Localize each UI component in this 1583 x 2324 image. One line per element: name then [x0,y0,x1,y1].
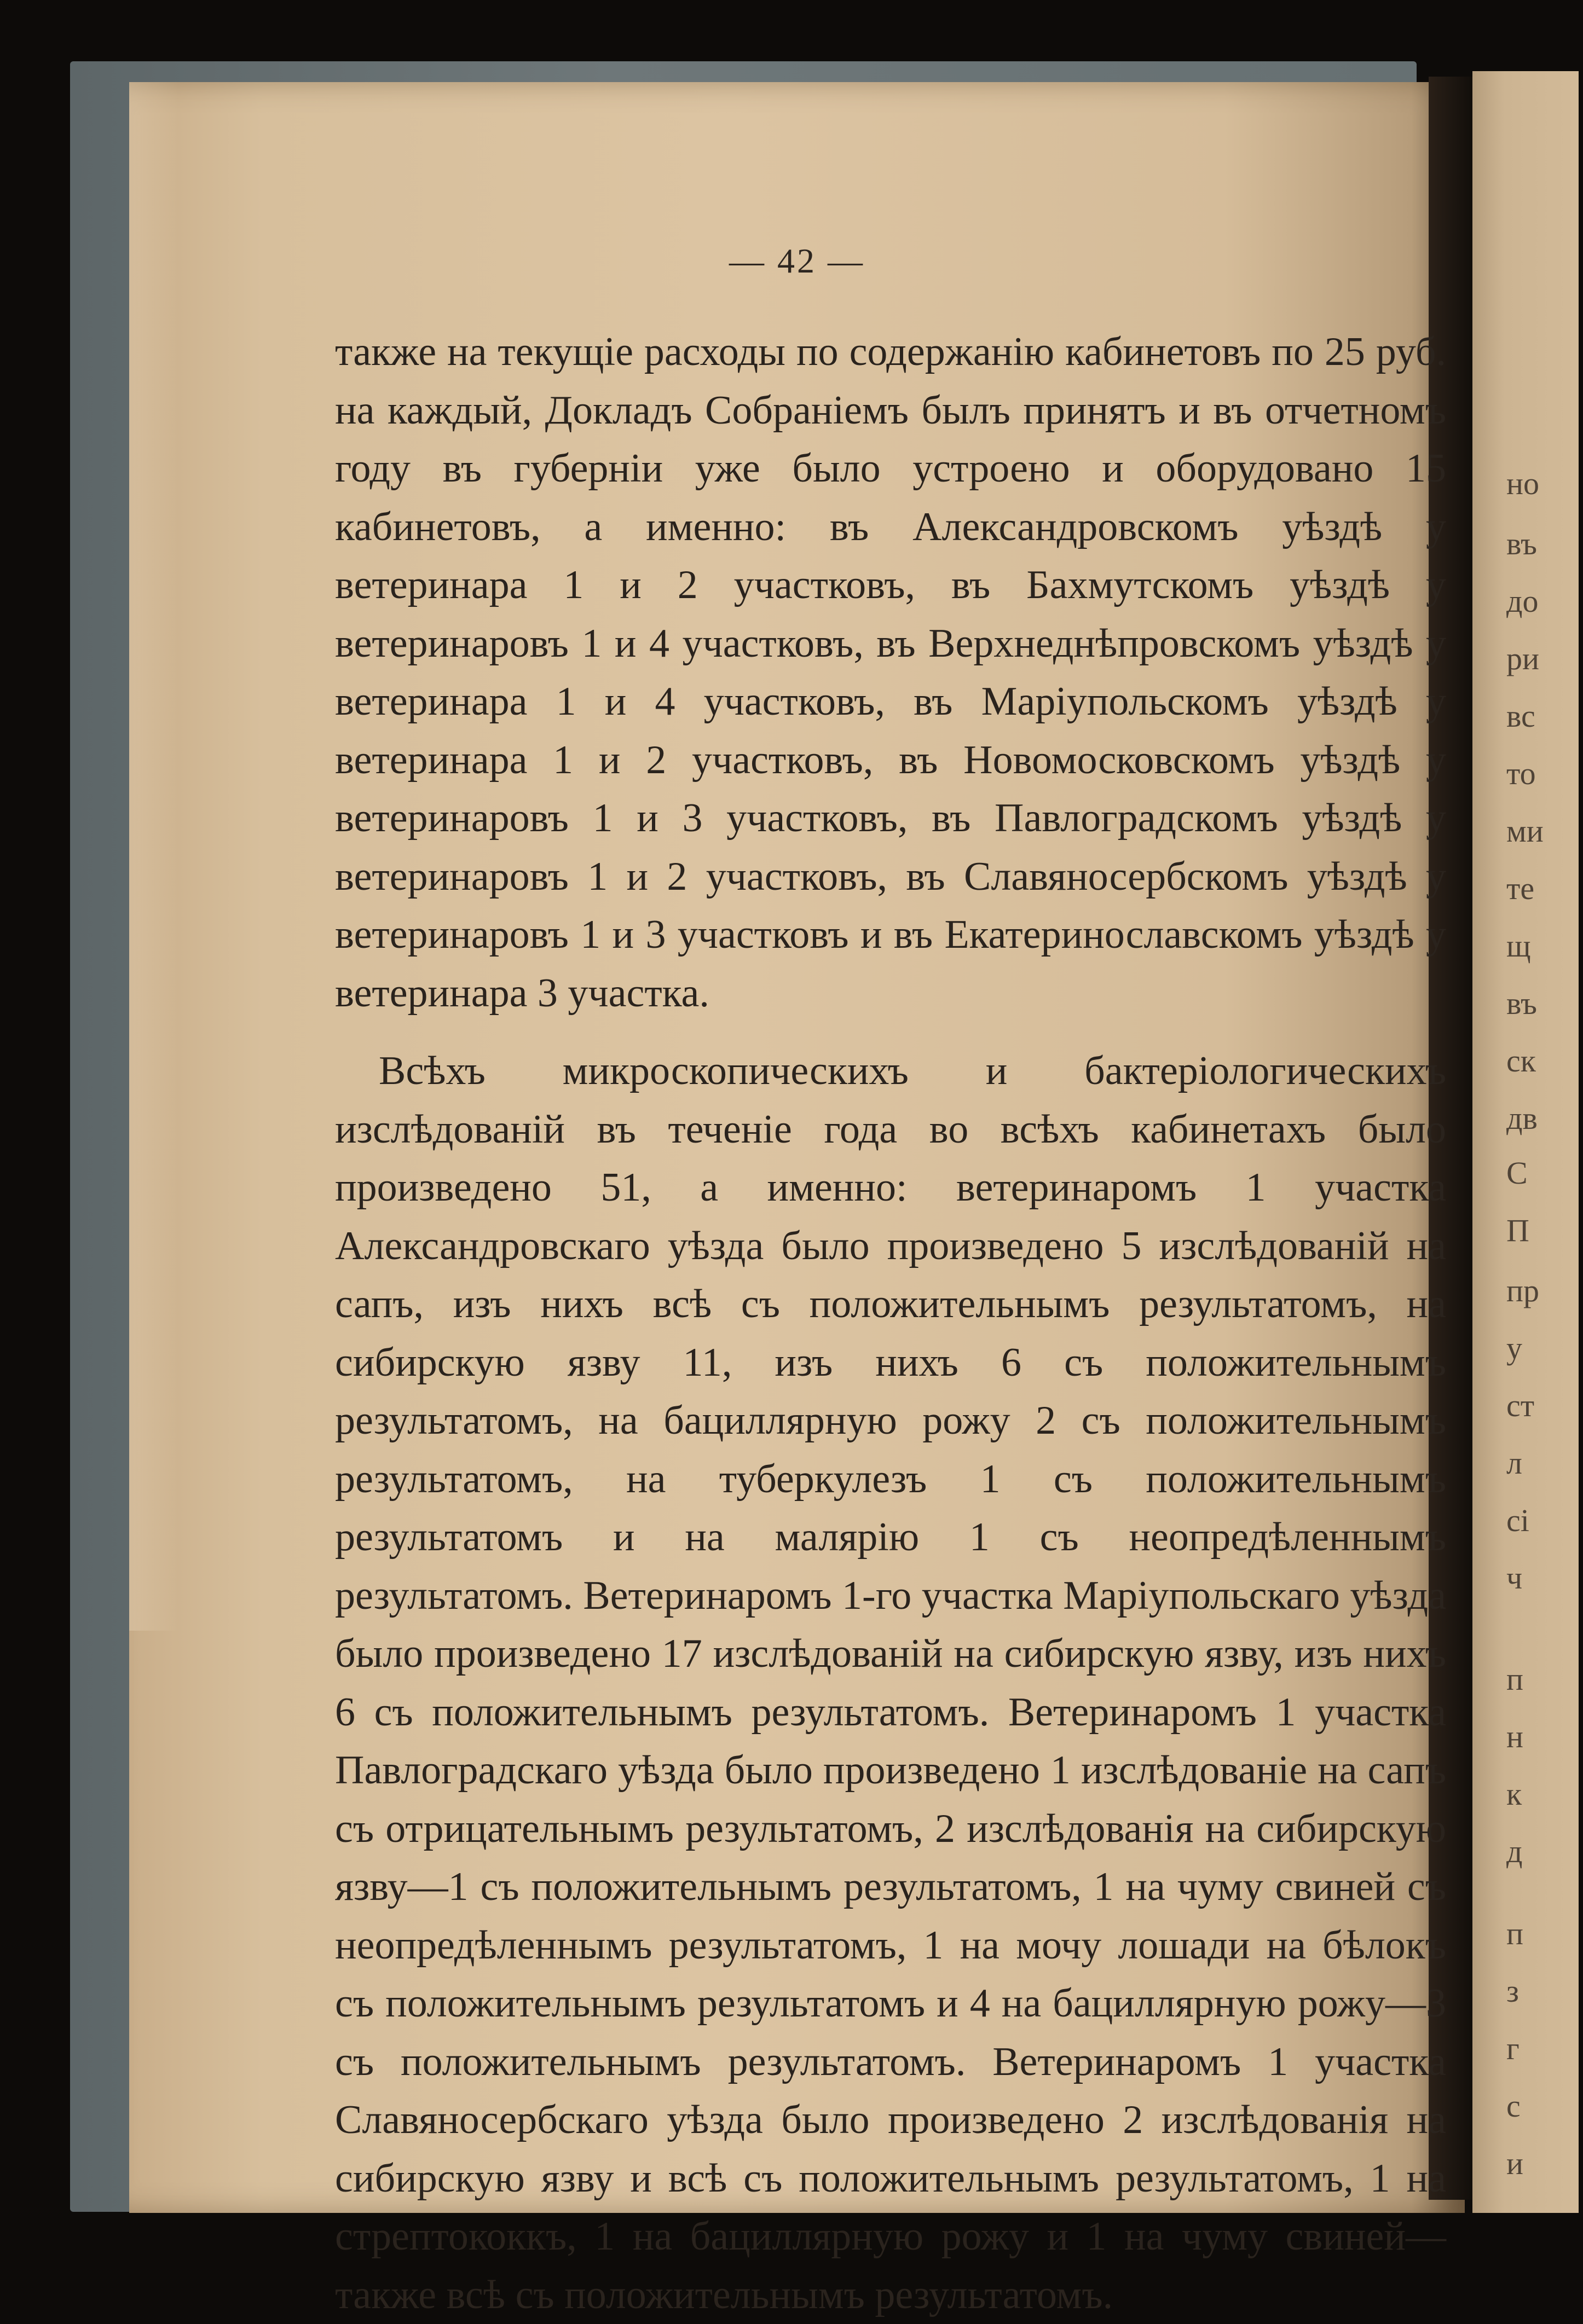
next-page-fragment: ри [1506,641,1540,676]
next-page-fragment: то [1506,756,1536,791]
page-number: — 42 — [729,241,865,280]
next-page-fragment: п [1506,1916,1524,1951]
page-body-text [335,323,1446,2324]
next-page-fragment: ч [1506,1560,1523,1596]
next-page-fragment: П [1506,1213,1529,1248]
next-page-fragment: щ [1506,928,1531,964]
next-page-fragment: и [1506,2146,1524,2181]
next-page-fragment: ми [1506,813,1544,849]
next-page-fragment: д [1506,1834,1523,1869]
next-page-fragment: С [1506,1155,1528,1191]
next-page-fragment: сі [1506,1503,1529,1538]
next-page-fragment: но [1506,466,1540,501]
paragraph-2: Всѣхъ микроскопическихъ и бактеріологическихъ изслѣдованій въ теченіе года во всѣхъ кабинетахъ было произведено 51, а именно: ветеринаромъ 1 участка Александровскаго уѣзда было произведено 5 изслѣдованій на сапъ, изъ нихъ всѣ съ положительнымъ результатомъ, на сибирскую язву 11, изъ нихъ 6 съ положительнымъ результатомъ, на бациллярную рожу 2 съ положительнымъ результатомъ, на туберкулезъ 1 съ положительнымъ результатомъ и на малярію 1 съ неопредѣленнымъ результатомъ. Ветеринаромъ 1-го участка Маріупольскаго уѣзда было произведено 17 изслѣдованій на сибирскую язву, изъ нихъ 6 съ положительнымъ результатомъ. Ветеринаромъ 1 участка Павлоградскаго уѣзда было произведено 1 изслѣдованіе на сапъ съ отрицательнымъ результатомъ, 2 изслѣдованія на сибирскую язву—1 съ положительнымъ результатомъ, 1 на чуму свиней съ неопредѣленнымъ результатомъ, 1 на мочу лошади на бѣлокъ съ положительнымъ результатомъ и 4 на бациллярную рожу—3 съ положительнымъ результатомъ. Ветеринаромъ 1 участка Славяносербскаго уѣзда было произведено 2 изслѣдованія на сибирскую язву и всѣ съ положительнымъ результатомъ, 1 на стрептококкъ, 1 на бациллярную рожу и 1 на чуму свиней—также всѣ съ положительнымъ результатомъ. [335,1048,1446,2317]
next-page-fragment: ст [1506,1388,1535,1423]
next-page-fragment: г [1506,2031,1520,2066]
next-page-fragment: вс [1506,698,1535,734]
next-page-fragment: въ [1506,986,1537,1021]
next-page-edge [1472,71,1579,2213]
next-page-fragment: те [1506,871,1535,906]
next-page-fragment: пр [1506,1273,1540,1308]
next-page-fragment: до [1506,583,1539,619]
next-page-fragment: л [1506,1445,1522,1481]
next-page-fragment: н [1506,1719,1524,1754]
next-page-fragment: дв [1506,1100,1538,1136]
next-page-fragment: у [1506,1330,1522,1366]
page-edge-highlight [129,82,178,1631]
next-page-fragment: з [1506,1973,1519,2009]
next-page-fragment: п [1506,1661,1524,1697]
paragraph-1: также на текущіе расходы по содержанію кабинетовъ по 25 руб. на каждый, Докладъ Собраніемъ былъ принятъ и въ отчетномъ году въ губерніи уже было устроено и оборудовано 15 кабинетовъ, а именно: въ Александровскомъ уѣздѣ у ветеринара 1 и 2 участковъ, въ Бахмутскомъ уѣздѣ у ветеринаровъ 1 и 4 участковъ, въ Верхнеднѣпровскомъ уѣздѣ у ветеринара 1 и 4 участковъ, въ Маріупольскомъ уѣздѣ у ветеринара 1 и 2 участковъ, въ Новомосковскомъ уѣздѣ у ветеринаровъ 1 и 3 участковъ, въ Павлоградскомъ уѣздѣ у ветеринаровъ 1 и 2 участковъ, въ Славяносербскомъ уѣздѣ у ветеринаровъ 1 и 3 участковъ и въ Екатеринославскомъ уѣздѣ у ветеринара 3 участка. [335,329,1446,1016]
next-page-fragment: с [1506,2088,1521,2124]
next-page-fragment: ск [1506,1043,1536,1079]
next-page-fragment: въ [1506,526,1537,561]
next-page-fragment: к [1506,1776,1522,1812]
